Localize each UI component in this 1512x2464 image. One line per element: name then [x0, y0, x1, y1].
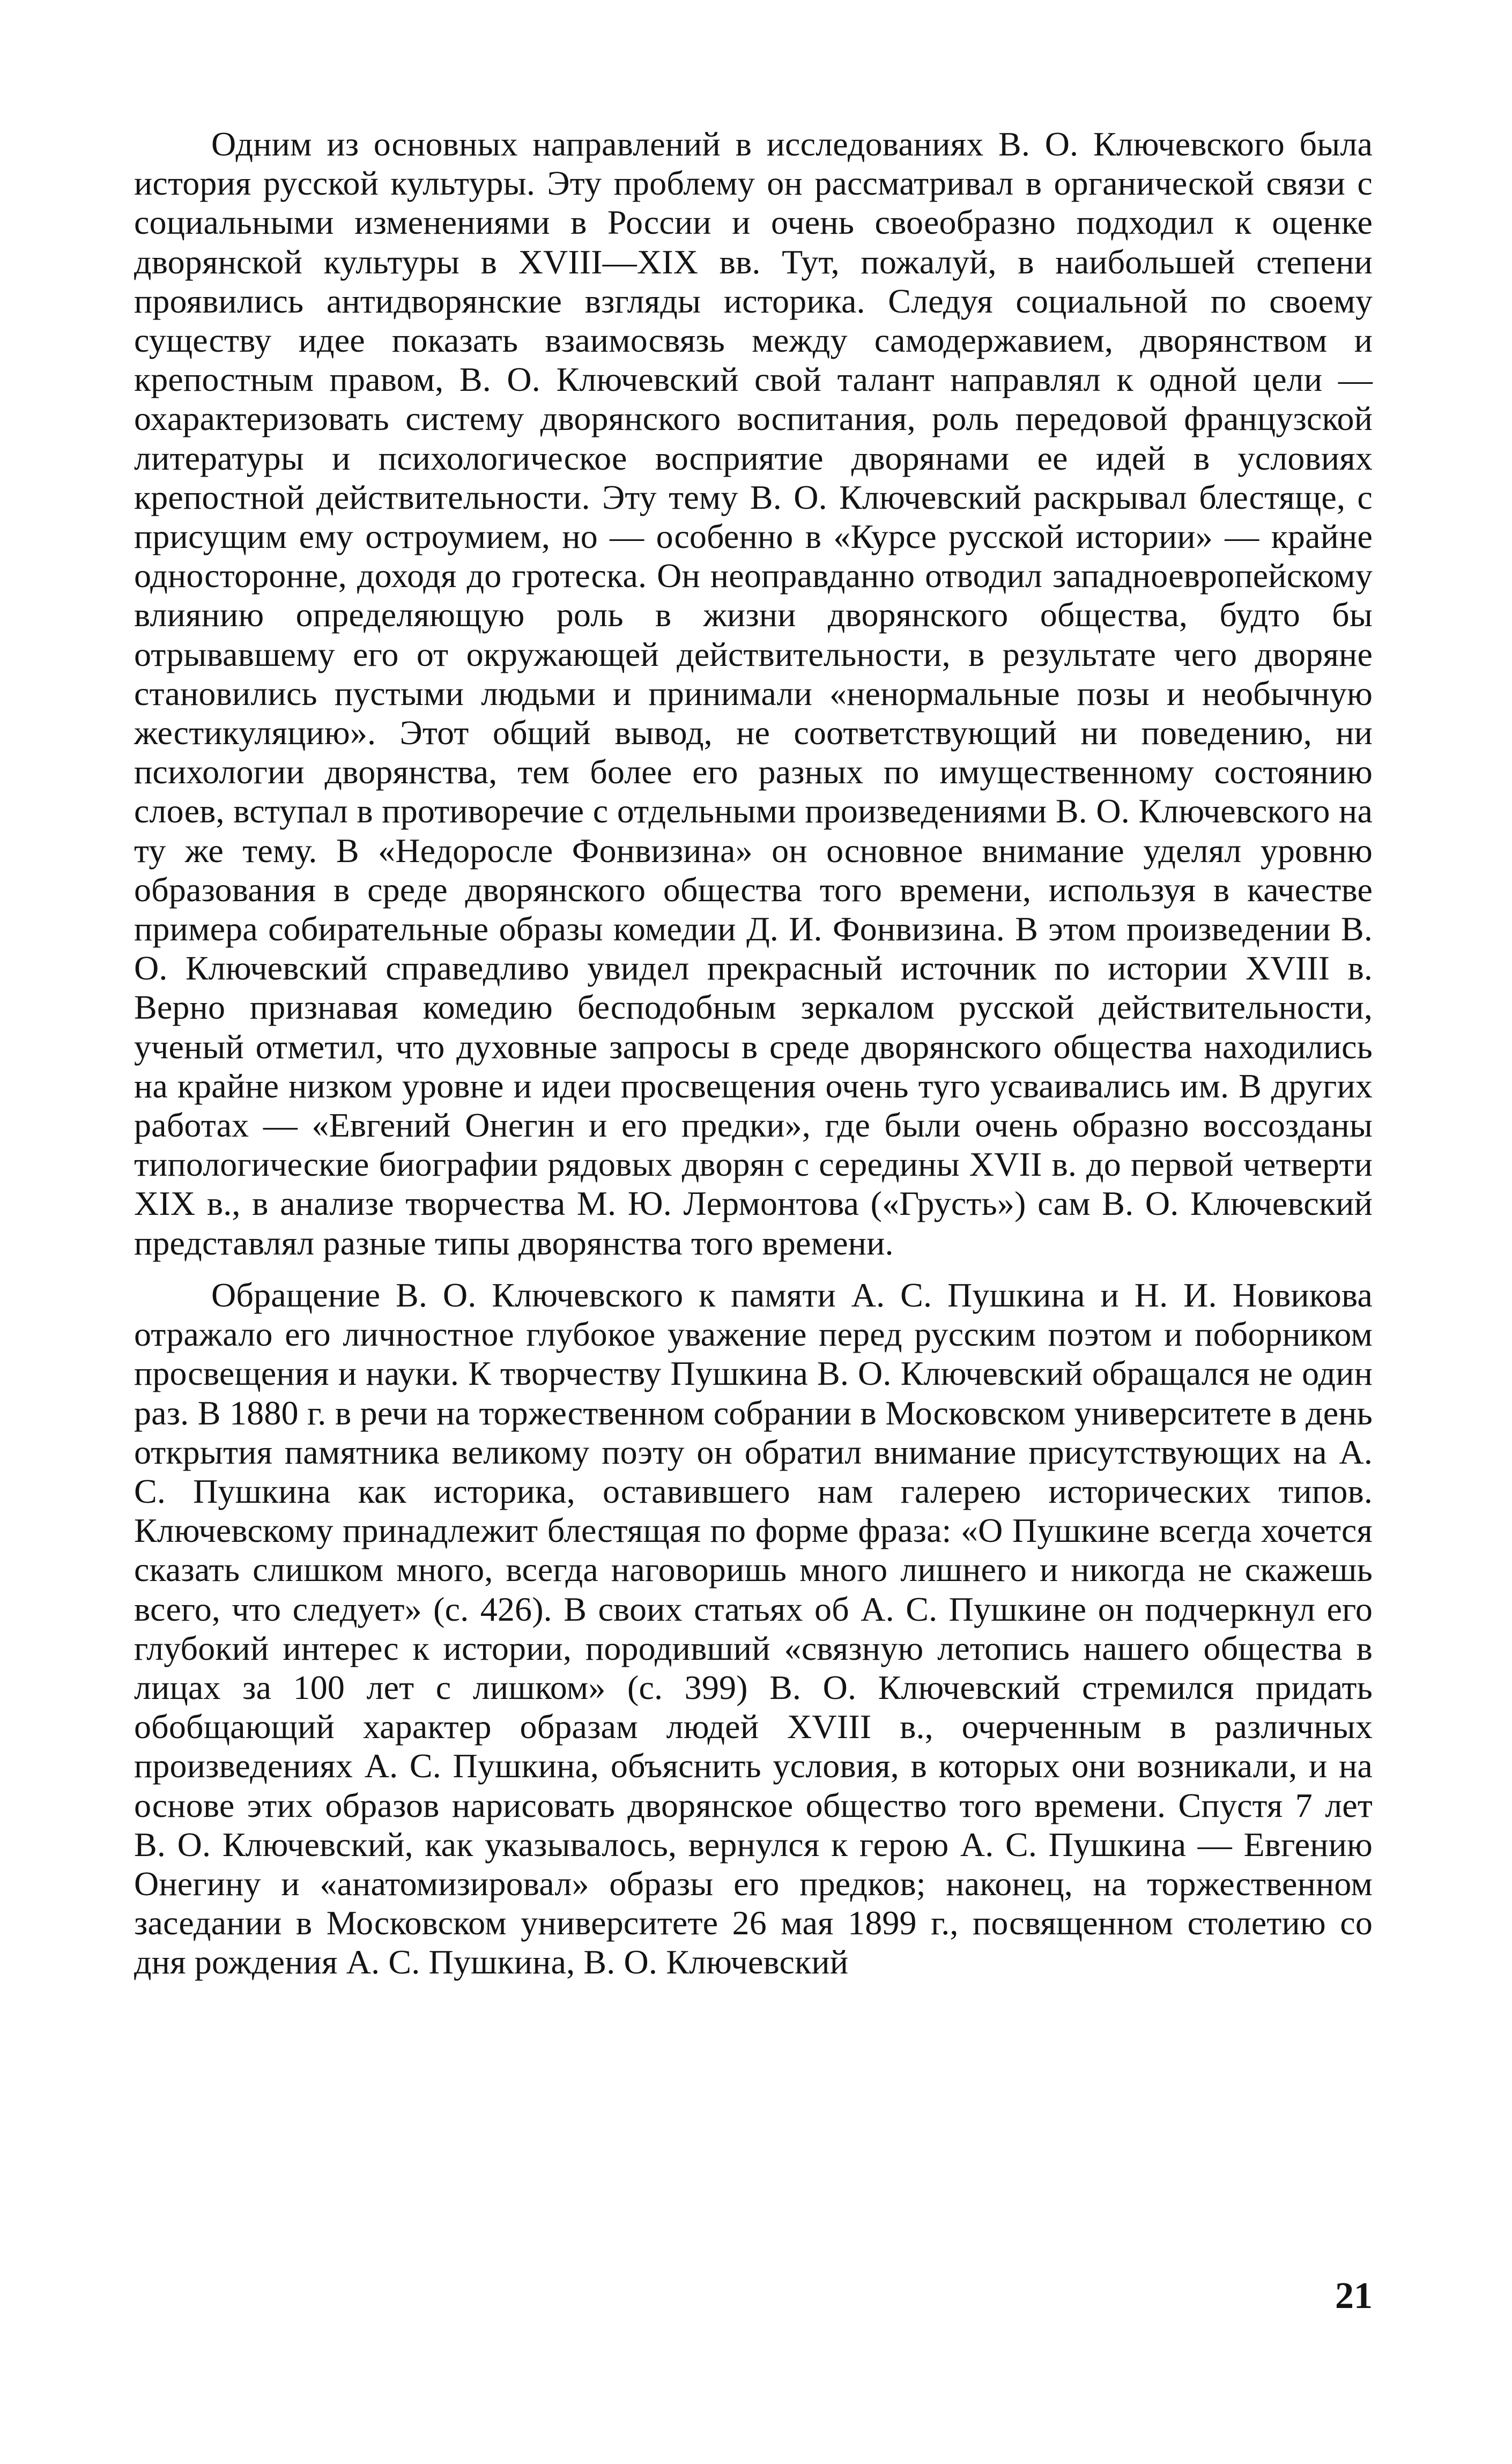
paragraph-pushkin-novikov: Обращение В. О. Ключевского к памяти А. С. Пушкина и Н. И. Новикова отражало его личностное глубокое уважение перед русским поэтом и поборником просвещения и науки. К творчеству Пушкина В. О. Ключевский обращался не один раз. В 1880 г. в речи на торжественном собрании в Московском университете в день открытия памятника великому поэту он обратил внимание присутствующих на А. С. Пушкина как историка, оставившего нам галерею исторических типов. Ключевскому принадлежит блестящая по форме фраза: «О Пушкине всегда хочется сказать слишком много, всегда наговоришь много лишнего и никогда не скажешь всего, что следует» (с. 426). В своих статьях об А. С. Пушкине он подчеркнул его глубокий интерес к истории, породивший «связную летопись нашего общества в лицах за 100 лет с лишком» (с. 399) В. О. Ключевский стремился придать обобщающий характер образам людей XVIII в., очерченным в различных произведениях А. С. Пушкина, объяснить условия, в которых они возникали, и на основе этих образов нарисовать дворянское общество того времени. Спустя 7 лет В. О. Ключевский, как указывалось, вернулся к герою А. С. Пушкина — Евгению Онегину и «анатомизировал» образы его предков; наконец, на торжественном заседании в Московском университете 26 мая 1899 г., посвященном столетию со дня рождения А. С. Пушкина, В. О. Ключевский — [134, 1275, 1373, 1981]
body-text — [134, 124, 1373, 1982]
page-number: 21 — [1335, 2275, 1373, 2317]
paragraph-culture-history: Одним из основных направлений в исследованиях В. О. Ключевского была история русской культуры. Эту проблему он рассматривал в органической связи с социальными изменениями в России и очень своеобразно подходил к оценке дворянской культуры в XVIII—XIX вв. Тут, пожалуй, в наибольшей степени проявились антидворянские взгляды историка. Следуя социальной по своему существу идее показать взаимосвязь между самодержавием, дворянством и крепостным правом, В. О. Ключевский свой талант направлял к одной цели — охарактеризовать систему дворянского воспитания, роль передовой французской литературы и психологическое восприятие дворянами ее идей в условиях крепостной действительности. Эту тему В. О. Ключевский раскрывал блестяще, с присущим ему остроумием, но — особенно в «Курсе русской истории» — крайне односторонне, доходя до гротеска. Он неоправданно отводил западноевропейскому влиянию определяющую роль в жизни дворянского общества, будто бы отрывавшему его от окружающей действительности, в результате чего дворяне становились пустыми людьми и принимали «ненормальные позы и необычную жестикуляцию». Этот общий вывод, не соответствующий ни поведению, ни психологии дворянства, тем более его разных по имущественному состоянию слоев, вступал в противоречие с отдельными произведениями В. О. Ключевского на ту же тему. В «Недоросле Фонвизина» он основное внимание уделял уровню образования в среде дворянского общества того времени, используя в качестве примера собирательные образы комедии Д. И. Фонвизина. В этом произведении В. О. Ключевский справедливо увидел прекрасный источник по истории XVIII в. Верно признавая комедию бесподобным зеркалом русской действительности, ученый отметил, что духовные запросы в среде дворянского общества находились на крайне низком уровне и идеи просвещения очень туго усваивались им. В других работах — «Евгений Онегин и его предки», где были очень образно воссозданы типологические биографии рядовых дворян с середины XVII в. до первой четверти XIX в., в анализе творчества М. Ю. Лермонтова («Грусть») сам В. О. Ключевский представлял разные типы дворянства того времени. — [134, 125, 1373, 1262]
